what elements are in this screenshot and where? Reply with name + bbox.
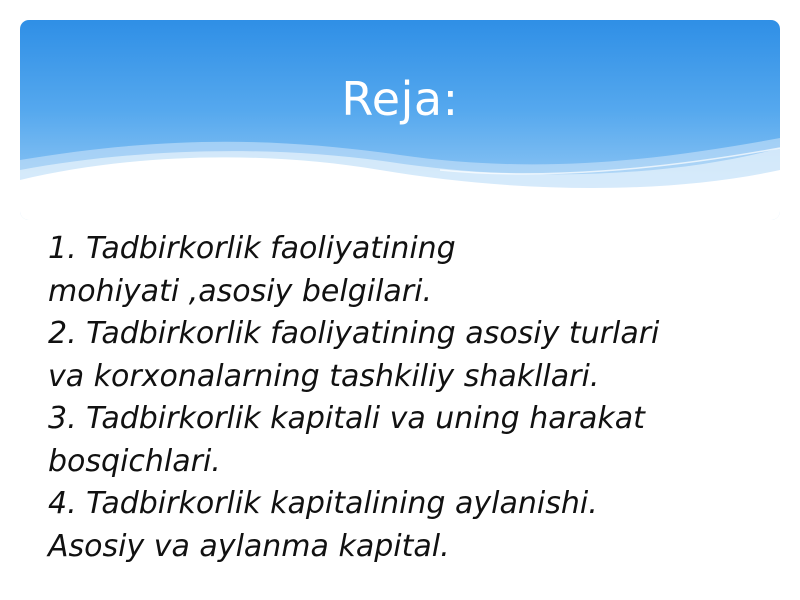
list-item bbox=[48, 398, 768, 483]
list-item bbox=[48, 483, 768, 568]
plan-item-1-line-2: mohiyati ,asosiy belgilari. bbox=[48, 273, 432, 309]
plan-item-2-line-1: 2. Tadbirkorlik faoliyatining asosiy turlari bbox=[48, 316, 660, 351]
title-text: Reja: bbox=[341, 72, 459, 126]
plan-item-3-line-1: 3. Tadbirkorlik kapitali va uning harakat bbox=[48, 401, 645, 436]
plan-list bbox=[48, 228, 768, 568]
page-title bbox=[20, 72, 780, 126]
list-item bbox=[48, 313, 768, 398]
title-banner bbox=[20, 20, 780, 220]
plan-item-2-line-2: va korxonalarning tashkiliy shakllari. bbox=[48, 358, 600, 394]
plan-item-4-line-1: 4. Tadbirkorlik kapitalining aylanishi. bbox=[48, 486, 598, 521]
plan-item-3-line-2: bosqichlari. bbox=[48, 443, 221, 479]
plan-item-1-line-1: 1. Tadbirkorlik faoliyatining bbox=[48, 231, 456, 266]
list-item bbox=[48, 228, 768, 313]
plan-item-4-line-2: Asosiy va aylanma kapital. bbox=[48, 528, 450, 564]
